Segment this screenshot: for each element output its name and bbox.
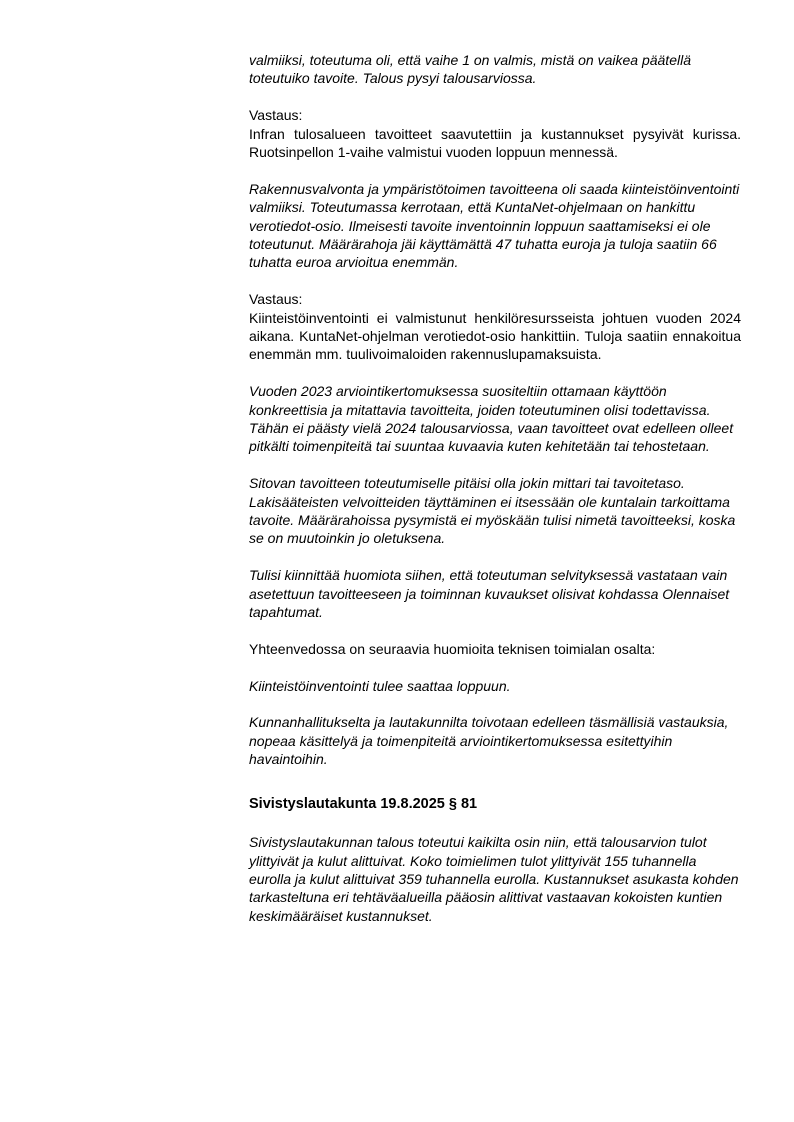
answer-label: Vastaus: (249, 291, 303, 308)
answer-property-inventory (249, 290, 741, 364)
paragraph-summary-intro: Yhteenvedossa on seuraavia huomioita teknisen toimialan osalta: (249, 640, 656, 657)
answer-text: Kiinteistöinventointi ei valmistunut henkilöresursseista johtuen vuoden 2024 aikana. KuntaNet-ohjelman verotiedot-osio hankittiin. Tuloja saatiin ennakoitua enemmän mm. tuulivoimaloiden rakennuslupamaksuista. (249, 309, 741, 363)
paragraph-building-control: Rakennusvalvonta ja ympäristötoimen tavoitteena oli saada kiinteistöinventointi valmiiksi. Toteutumassa kerrotaan, että KuntaNet-ohjelmaan on hankittu verotiedot-osio. Ilmeisesti tavoite inventoinnin loppuun saattamiseksi ei ole toteutunut. Määrärahoja jäi käyttämättä 47 tuhatta euroja ja tuloja saatiin 66 tuhatta euroa arvioitua enemmän. (249, 180, 740, 271)
section-heading: Sivistyslautakunta 19.8.2025 § 81 (249, 795, 478, 812)
paragraph-2023-recommendation: Vuoden 2023 arviointikertomuksessa suositeltiin ottamaan käyttöön konkreettisia ja mitattavia tavoitteita, joiden toteutuminen olisi todettavissa. Tähän ei päästy vielä 2024 talousarviossa, vaan tavoitteet ovat edelleen olleet pitkälti toimenpiteitä tai suuntaa kuvaavia kuten kehitetään tai tehostetaan. (249, 383, 734, 455)
document-page (249, 51, 741, 944)
paragraph-summary-inventory: Kiinteistöinventointi tulee saattaa loppuun. (249, 677, 511, 694)
paragraph-education-board: Sivistyslautakunnan talous toteutui kaikilta osin niin, että talousarvion tulot ylittyivät ja kulut alittuivat. Koko toimielimen tulot ylittyivät 155 tuhannella eurolla ja kulut alittuivat 359 tuhannella eurolla. Kustannukset asukasta kohden tarkasteltuna eri tehtäväalueilla pääosin alittivat vastaavan kokoisten kuntien keskimääräiset kustannukset. (249, 834, 739, 924)
paragraph-goal-status: valmiiksi, toteutuma oli, että vaihe 1 on valmis, mistä on vaikea päätellä toteutuiko tavoite. Talous pysyi talousarviossa. (249, 52, 691, 87)
answer-text: Infran tulosalueen tavoitteet saavutettiin ja kustannukset pysyivät kurissa. Ruotsinpellon 1-vaihe valmistui vuoden loppuun mennessä. (249, 125, 741, 161)
paragraph-attention: Tulisi kiinnittää huomiota siihen, että toteutuman selvityksessä vastataan vain asetettuun tavoitteeseen ja toiminnan kuvaukset olisivat kohdassa Olennaiset tapahtumat. (249, 567, 730, 621)
answer-label: Vastaus: (249, 107, 303, 124)
answer-infra (249, 106, 741, 161)
paragraph-binding-goal: Sitovan tavoitteen toteutumiselle pitäisi olla jokin mittari tai tavoitetaso. Lakisääteisten velvoitteiden täyttäminen ei itsessään ole kuntalain tarkoittama tavoite. Määrärahoissa pysymistä ei myöskään tulisi nimetä tavoitteeksi, koska se on muutoinkin jo oletuksena. (249, 475, 736, 547)
paragraph-summary-board: Kunnanhallitukselta ja lautakunnilta toivotaan edelleen täsmällisiä vastauksia, nopeaa käsittelyä ja toimenpiteitä arviointikertomuksessa esitettyihin havaintoihin. (249, 714, 729, 768)
